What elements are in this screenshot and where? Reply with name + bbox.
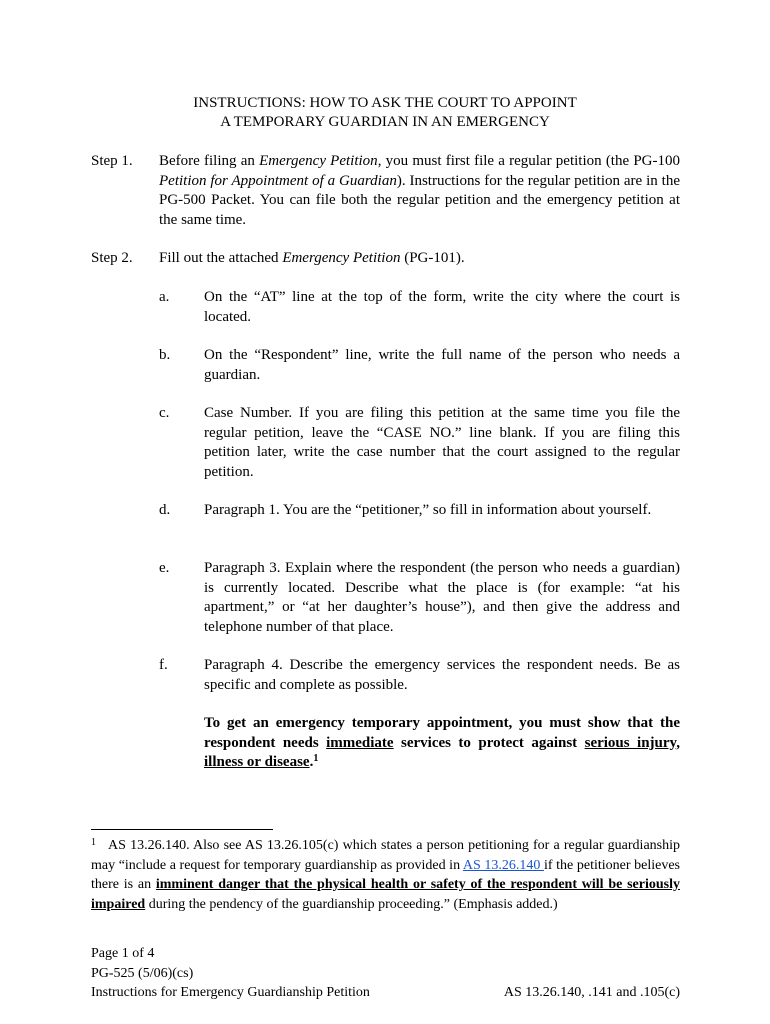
item-f-letter: f. (159, 657, 168, 673)
emphasis-text-2: services to protect against (393, 734, 585, 751)
item-b-letter: b. (159, 347, 171, 363)
page-title (0, 94, 770, 132)
footnote-divider (91, 829, 273, 830)
step-1-label: Step 1. (91, 153, 133, 169)
footer-form-number: PG-525 (5/06)(cs) (91, 965, 194, 981)
emphasis-paragraph (204, 714, 680, 773)
emphasis-underline-1: immediate (326, 734, 394, 751)
step-2-text (159, 249, 680, 269)
footnote-mark: 1 (91, 837, 96, 848)
step-1-text-3: ). Instructions for the regular petition are in the PG-500 Packet. You can file both the regular petition and the emergency petition at the same time. (159, 172, 681, 228)
footnote-text-2: if the petitioner believes there is an (91, 857, 680, 892)
footnote-text-1: AS 13.26.140. Also see AS 13.26.105(c) which states a person petitioning for a regular guardianship may “include a request for temporary guardianship as provided in (91, 838, 680, 873)
step-2-text-2: (PG-101). (400, 250, 465, 266)
page-footer (91, 944, 680, 1003)
footnote-bold-underline: imminent danger that the physical health or safety of the respondent will be seriously impaired (91, 877, 680, 912)
item-d-text: Paragraph 1. You are the “petitioner,” so fill in information about yourself. (204, 502, 652, 518)
step-1-emphasis-1: Emergency Petition (259, 153, 378, 169)
step-2-label: Step 2. (91, 250, 133, 266)
step-1-text (159, 152, 680, 230)
item-c-letter: c. (159, 405, 170, 421)
footer-form-name: Instructions for Emergency Guardianship Petition (91, 985, 370, 1000)
item-f-text: Paragraph 4. Describe the emergency services the respondent needs. Be as specific and complete as possible. (204, 657, 680, 693)
footnote-text-3: during the pendency of the guardianship proceeding.” (Emphasis added.) (145, 896, 558, 912)
emphasis-underline-2: serious injury, illness or disease (204, 734, 680, 770)
item-d-letter: d. (159, 502, 171, 518)
item-e-letter: e. (159, 560, 170, 576)
title-line-1: INSTRUCTIONS: HOW TO ASK THE COURT TO APPOINT (193, 95, 577, 111)
footer-page-number: Page 1 of 4 (91, 946, 155, 961)
step-1-text-2: , you must first file a regular petition (the PG-100 (377, 153, 681, 169)
footnote-reference[interactable]: 1 (313, 753, 319, 764)
item-c-text: Case Number. If you are filing this petition at the same time you file the regular petition, leave the “CASE NO.” line blank. If you are filing this petition later, write the case number that the court assigned to the regular petition. (204, 405, 680, 480)
step-1-emphasis-2: Petition for Appointment of a Guardian (159, 172, 397, 189)
footnote (91, 836, 680, 914)
footer-statute: AS 13.26.140, .141 and .105(c) (503, 985, 680, 1000)
item-a-text: On the “AT” line at the top of the form, write the city where the court is located. (204, 289, 680, 325)
title-line-2: A TEMPORARY GUARDIAN IN AN EMERGENCY (220, 114, 550, 130)
statute-link[interactable]: AS 13.26.140 (462, 857, 545, 873)
emphasis-text-1: To get an emergency temporary appointment, you must show that the respondent needs (204, 715, 680, 751)
emphasis-text-3: . (309, 754, 314, 770)
step-2-emphasis-1: Emergency Petition (282, 250, 401, 266)
item-a-letter: a. (159, 289, 170, 305)
step-1-text-1: Before filing an (159, 153, 260, 169)
item-e-text: Paragraph 3. Explain where the respondent (the person who needs a guardian) is currently located. Describe what the place is (for example: “at his apartment,” or “at her daughter’s house”), and then give the address and telephone number of that place. (204, 560, 680, 635)
item-b-text: On the “Respondent” line, write the full name of the person who needs a guardian. (204, 347, 680, 383)
step-2-text-1: Fill out the attached (159, 250, 283, 266)
